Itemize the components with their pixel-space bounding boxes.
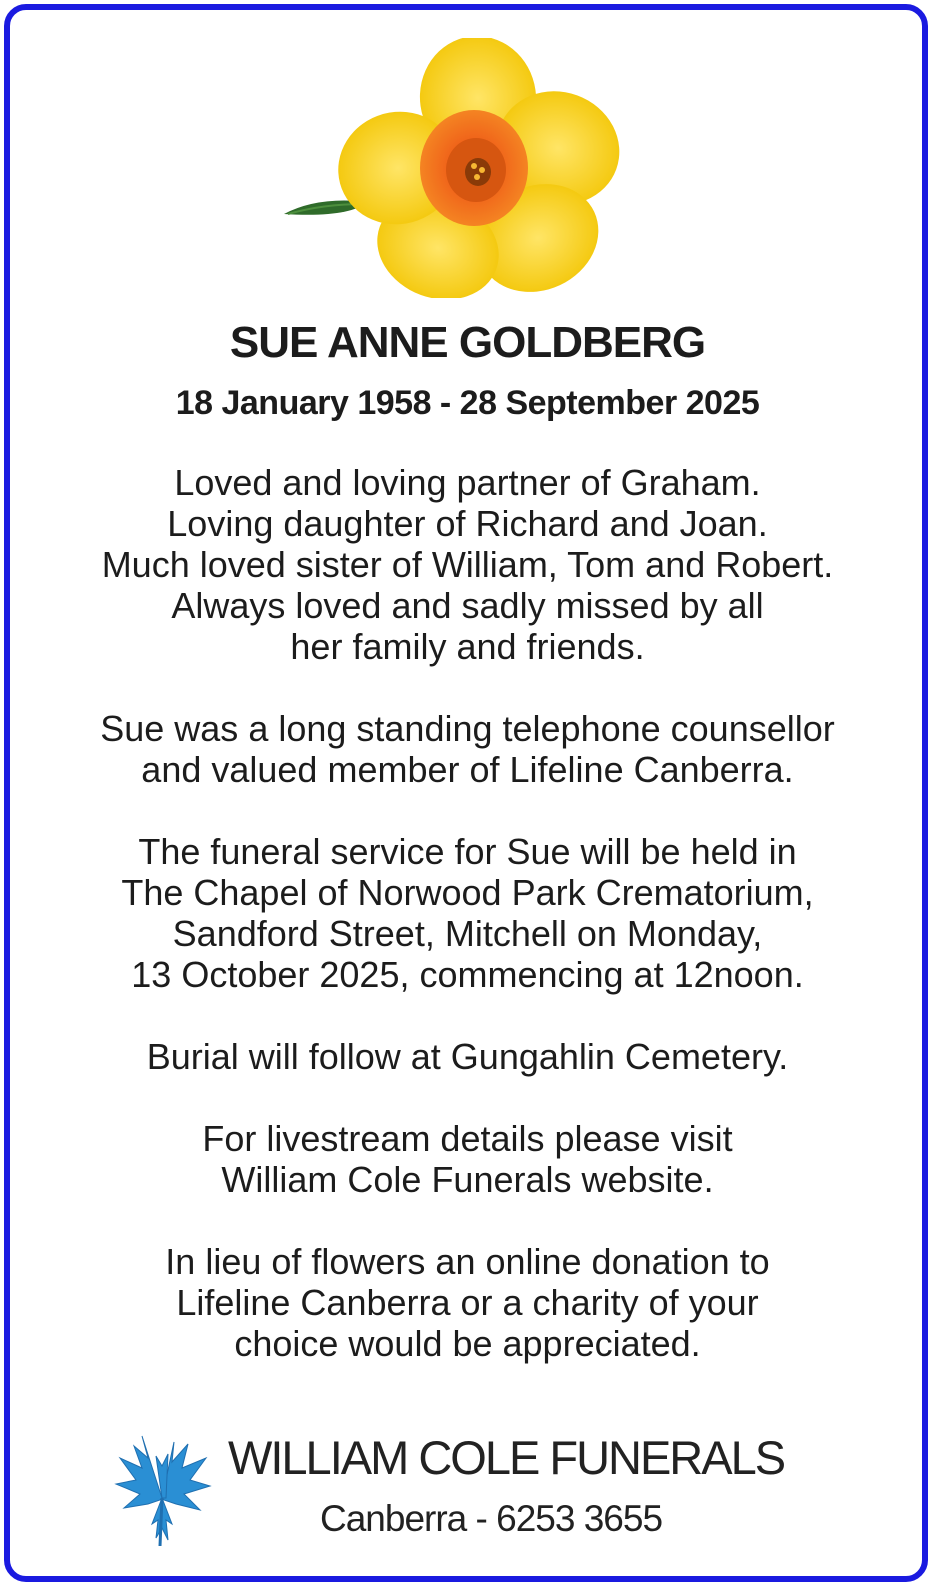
text-line: Sandford Street, Mitchell on Monday,	[172, 913, 763, 954]
text-line: Loved and loving partner of Graham.	[174, 462, 761, 503]
livestream-paragraph	[0, 1118, 935, 1200]
text-line: Burial will follow at Gungahlin Cemetery.	[146, 1036, 789, 1077]
text-line: In lieu of flowers an online donation to	[165, 1241, 770, 1282]
text-line: Much loved sister of William, Tom and Robert.	[101, 544, 834, 585]
funeral-home-contact: Canberra - 6253 3655	[320, 1498, 663, 1539]
daffodil-icon	[278, 38, 638, 298]
maple-leaf-icon	[112, 1428, 212, 1546]
donation-paragraph	[0, 1241, 935, 1364]
text-line: The Chapel of Norwood Park Crematorium,	[121, 872, 814, 913]
text-line: choice would be appreciated.	[234, 1323, 701, 1364]
text-line: William Cole Funerals website.	[221, 1159, 714, 1200]
text-line: Sue was a long standing telephone counsellor	[100, 708, 835, 749]
text-line: For livestream details please visit	[202, 1118, 733, 1159]
funeral-home-name: WILLIAM COLE FUNERALS	[228, 1431, 785, 1484]
text-line: 13 October 2025, commencing at 12noon.	[131, 954, 804, 995]
life-dates: 18 January 1958 - 28 September 2025	[175, 384, 760, 422]
text-line: The funeral service for Sue will be held in	[138, 831, 797, 872]
text-line: and valued member of Lifeline Canberra.	[141, 749, 794, 790]
text-line: her family and friends.	[290, 626, 645, 667]
service-paragraph	[0, 831, 935, 995]
text-line: Loving daughter of Richard and Joan.	[167, 503, 768, 544]
deceased-name: SUE ANNE GOLDBERG	[229, 318, 706, 367]
text-line: Always loved and sadly missed by all	[171, 585, 764, 626]
burial-paragraph	[0, 1036, 935, 1077]
family-paragraph	[0, 462, 935, 667]
lifeline-paragraph	[0, 708, 935, 790]
notice-body	[0, 462, 935, 1405]
text-line: Lifeline Canberra or a charity of your	[176, 1282, 759, 1323]
funeral-home-logo	[112, 1428, 842, 1553]
